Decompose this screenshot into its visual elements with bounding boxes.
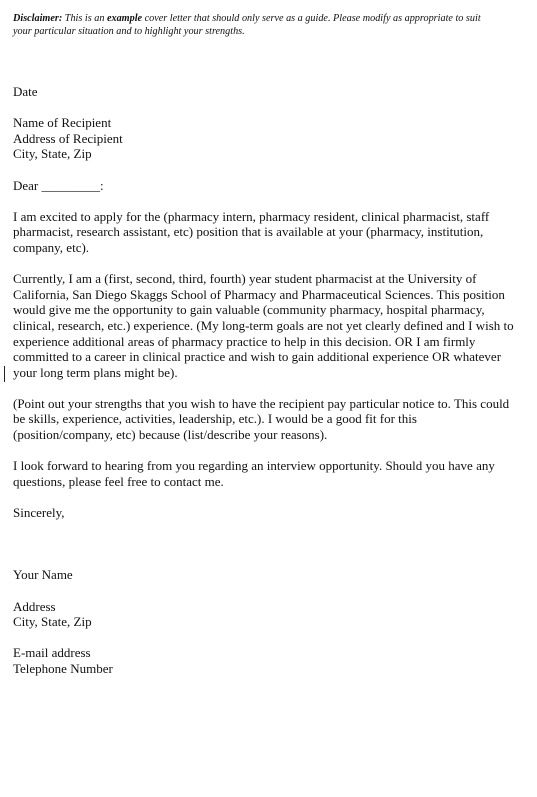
- disclaimer-text-before: This is an: [62, 13, 107, 24]
- sender-email: E-mail address: [13, 645, 91, 661]
- recipient-name: Name of Recipient: [13, 115, 112, 131]
- paragraph-closing: I look forward to hearing from you regarding an interview opportunity. Should you have any questions, please feel free to contact me.: [13, 458, 495, 489]
- paragraph-intro: I am excited to apply for the (pharmacy intern, pharmacy resident, clinical pharmacist, staff pharmacist, research assistant, etc) position that is available at your (pharmacy, institution, company, etc).: [13, 208, 490, 255]
- disclaimer-text-after: cover letter that should only serve as a guide. Please modify as appropriate to suit your particular situation and to highlight your strengths.: [13, 13, 481, 37]
- closing: Sincerely,: [13, 505, 65, 521]
- sender-address-block: [13, 599, 523, 630]
- text-cursor: [4, 366, 5, 382]
- letter-date: Date: [13, 84, 38, 99]
- sender-address: Address: [13, 598, 56, 614]
- sender-city-state-zip: City, State, Zip: [13, 614, 92, 630]
- disclaimer-emphasis: example: [106, 13, 143, 24]
- recipient-block: [13, 115, 523, 162]
- paragraph-strengths: (Point out your strengths that you wish to have the recipient pay particular notice to. This could be skills, experience, activities, leadership, etc.). I would be a good fit for this (position/company, etc) because (list/describe your reasons).: [13, 395, 510, 443]
- paragraph-background: Currently, I am a (first, second, third, fourth) year student pharmacist at the University of California, San Diego Skaggs School of Pharmacy and Pharmaceutical Sciences. This position would give me the opportunity to gain valuable (community pharmacy, hospital pharmacy, clinical, research, etc.) experience. (My long-term goals are not yet clearly defined and I wish to experience additional areas of pharmacy practice to help in this decision. OR I am firmly committed to a career in clinical practice and wish to gain additional experience OR whatever your long term plans might be).: [13, 271, 514, 380]
- salutation: Dear _________:: [13, 177, 104, 193]
- recipient-address: Address of Recipient: [13, 130, 123, 146]
- sender-name: Your Name: [13, 567, 73, 583]
- sender-phone: Telephone Number: [13, 660, 113, 676]
- sender-contact-block: [13, 645, 523, 676]
- disclaimer: [13, 12, 483, 38]
- disclaimer-label: Disclaimer:: [13, 13, 63, 24]
- recipient-city-state-zip: City, State, Zip: [13, 146, 92, 162]
